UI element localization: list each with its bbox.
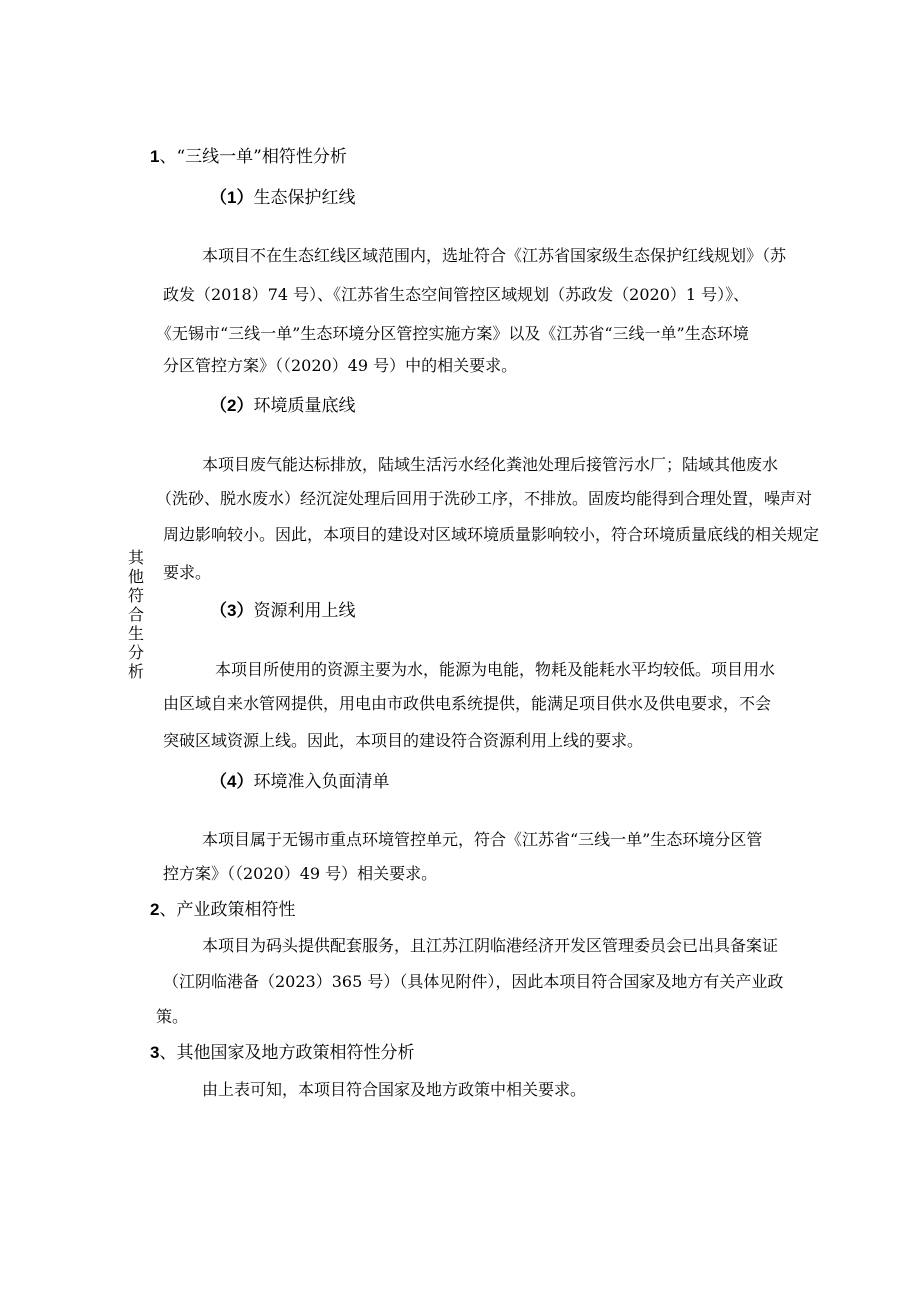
sub3-number: （3） — [210, 601, 254, 620]
sub1-paragraph-line: 政发（2018）74 号）、《江苏省生态空间管控区域规划（苏政发（2020）1 号）》、 — [163, 285, 750, 304]
sub3-heading — [210, 601, 355, 621]
section1-number: 1 — [150, 147, 160, 166]
sub3-paragraph-line: 由区域自来水管网提供，用电由市政供电系统提供，能满足项目供水及供电要求，不会 — [163, 694, 772, 713]
section1-title: 、“三线一单”相符性分析 — [159, 147, 347, 167]
sub3-paragraph-line: 本项目所使用的资源主要为水，能源为电能，物耗及能耗水平均较低。项目用水 — [215, 660, 776, 679]
sub4-paragraph-line: 本项目属于无锡市重点环境管控单元，符合《江苏省“三线一单”生态环境分区管 — [202, 830, 763, 849]
sub2-heading — [210, 396, 355, 416]
sub3-title: 资源利用上线 — [253, 601, 356, 621]
sub2-paragraph-line: 周边影响较小。因此，本项目的建设对区域环境质量影响较小，符合环境质量底线的相关规定 — [163, 525, 820, 544]
sub3-paragraph-line: 突破区域资源上线。因此，本项目的建设符合资源利用上线的要求。 — [163, 731, 644, 750]
section2-paragraph-line: 策。 — [156, 1007, 189, 1026]
sub1-paragraph-line: 《无锡市“三线一单”生态环境分区管控实施方案》以及《江苏省“三线一单”生态环境 — [156, 324, 749, 343]
sub1-title: 生态保护红线 — [253, 188, 356, 208]
sub4-title: 环境准入负面清单 — [253, 772, 390, 792]
sub2-number: （2） — [210, 396, 254, 415]
section1-heading — [150, 147, 347, 167]
sub1-number: （1） — [210, 188, 254, 207]
sub1-paragraph-line: 本项目不在生态红线区域范围内，选址符合《江苏省国家级生态保护红线规划》（苏 — [202, 246, 787, 265]
section2-title: 、产业政策相符性 — [159, 900, 296, 920]
sub1-heading — [210, 188, 355, 208]
section3-title: 、其他国家及地方政策相符性分析 — [159, 1043, 415, 1063]
sub2-title: 环境质量底线 — [253, 396, 356, 416]
section2-number: 2 — [150, 900, 160, 919]
section2-paragraph-line: 本项目为码头提供配套服务，且江苏江阴临港经济开发区管理委员会已出具备案证 — [202, 936, 779, 955]
sub2-paragraph-line: 要求。 — [163, 563, 212, 582]
section2-heading — [150, 900, 295, 920]
section3-heading — [150, 1043, 414, 1063]
section3-paragraph-line: 由上表可知，本项目符合国家及地方政策中相关要求。 — [202, 1080, 587, 1099]
sub4-heading — [210, 772, 389, 792]
sub2-paragraph-line: （洗砂、脱水废水）经沉淀处理后回用于洗砂工序，不排放。固废均能得到合理处置，噪声对 — [156, 489, 813, 508]
section2-paragraph-line: （江阴临港备（2023）365 号）（具体见附件），因此本项目符合国家及地方有关产业政 — [163, 972, 784, 991]
side-label: 其他符合生分析 — [127, 548, 144, 681]
sub4-number: （4） — [210, 772, 254, 791]
sub1-paragraph-line: 分区管控方案》（（2020）49 号）中的相关要求。 — [163, 356, 518, 375]
sub4-paragraph-line: 控方案》（（2020）49 号）相关要求。 — [163, 864, 438, 883]
sub2-paragraph-line: 本项目废气能达标排放，陆域生活污水经化粪池处理后接管污水厂；陆域其他废水 — [202, 455, 779, 474]
section3-number: 3 — [150, 1043, 160, 1062]
